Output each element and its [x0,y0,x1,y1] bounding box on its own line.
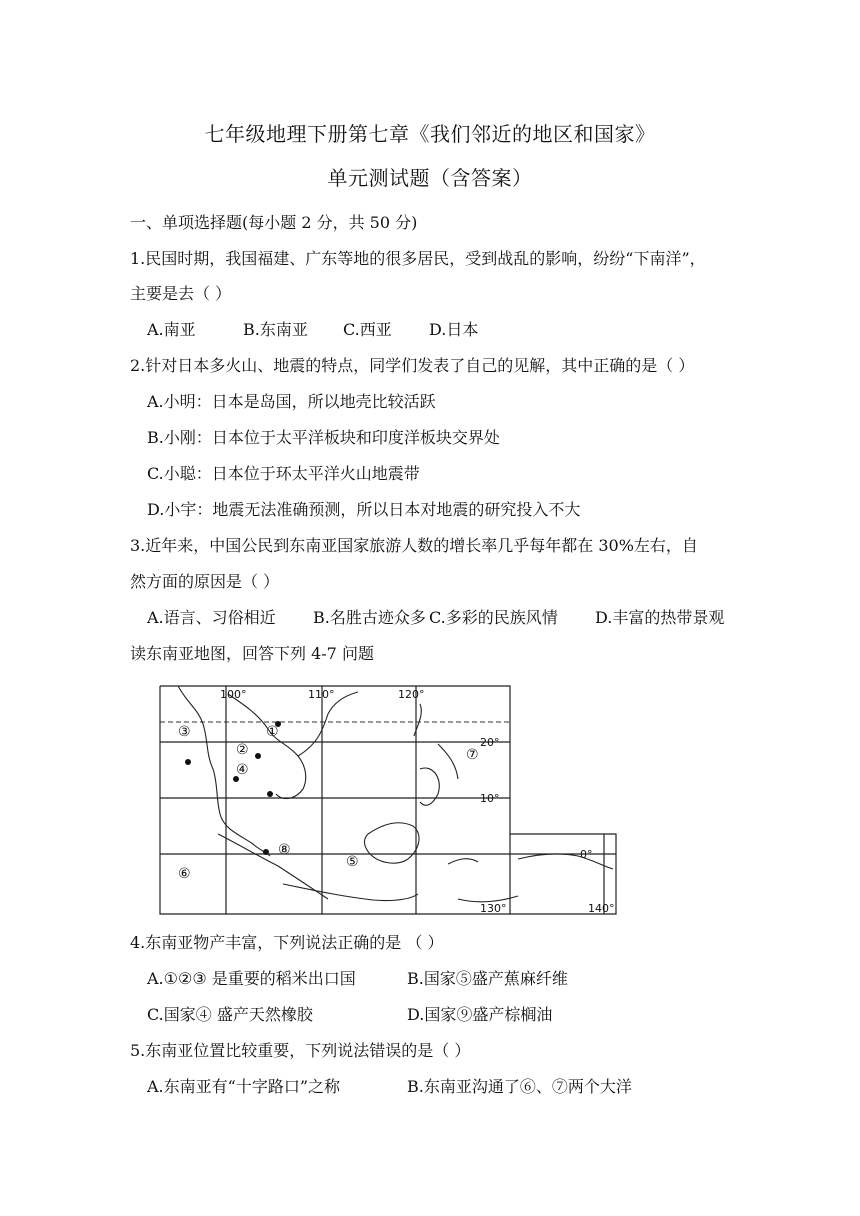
question-3-stem-line2: 然方面的原因是（ ） [130,572,280,591]
question-5-options [147,1074,632,1097]
lon-label-140: 140° [588,902,615,915]
map-marker-6: ⑥ [178,866,191,882]
lon-label-130: 130° [480,902,507,915]
lat-label-10: 10° [480,792,500,805]
map-marker-8: ⑧ [278,842,291,858]
question-4-options-row1 [147,966,568,989]
q2-option-c: C.小聪：日本位于环太平洋火山地震带 [147,464,420,483]
q1-option-b: B.东南亚 [243,320,308,339]
question-5-stem: 5.东南亚位置比较重要，下列说法错误的是（ ） [130,1041,471,1060]
map-marker-1: ① [266,724,279,740]
q1-option-a: A.南亚 [147,320,196,339]
lon-label-120: 120° [398,688,425,701]
map-marker-4: ④ [236,762,249,778]
question-1-stem-line2: 主要是去（ ） [130,284,232,303]
southeast-asia-map [158,684,618,916]
q2-option-d: D.小宇：地震无法准确预测，所以日本对地震的研究投入不大 [147,500,581,519]
question-4-options-row2 [147,1002,552,1025]
lon-label-110: 110° [308,688,335,701]
question-3-stem-line1: 3.近年来，中国公民到东南亚国家旅游人数的增长率几乎每年都在 30%左右，自 [130,536,698,555]
question-3-options [147,605,724,628]
q2-option-b: B.小刚：日本位于太平洋板块和印度洋板块交界处 [147,428,500,447]
q5-option-b: B.东南亚沟通了⑥、⑦两个大洋 [407,1077,632,1096]
question-1-stem-line1: 1.民国时期，我国福建、广东等地的很多居民，受到战乱的影响，纷纷“下南洋”， [130,249,706,268]
map-marker-7: ⑦ [466,747,479,763]
question-4-stem: 4.东南亚物产丰富，下列说法正确的是 （ ） [130,933,444,952]
q4-option-c: C.国家④ 盛产天然橡胶 [147,1005,313,1024]
document-subtitle: 单元测试题（含答案） [327,166,533,190]
section-heading: 一、单项选择题(每小题 2 分，共 50 分) [130,213,418,232]
q5-option-a: A.东南亚有“十字路口”之称 [147,1077,341,1096]
q3-option-d: D.丰富的热带景观 [595,608,725,627]
map-marker-3: ③ [178,724,191,740]
q2-option-a: A.小明：日本是岛国，所以地壳比较活跃 [147,392,436,411]
map-intro: 读东南亚地图，回答下列 4-7 问题 [130,644,374,663]
question-2-stem: 2.针对日本多火山、地震的特点，同学们发表了自己的见解，其中正确的是（ ） [130,356,695,375]
q1-option-c: C.西亚 [343,320,392,339]
map-marker-2: ② [236,742,249,758]
lat-label-20: 20° [480,736,500,749]
q3-option-c: C.多彩的民族风情 [429,608,558,627]
q1-option-d: D.日本 [429,320,479,339]
lat-label-0: 0° [580,848,593,861]
question-1-options [147,317,478,340]
q4-option-b: B.国家⑤盛产蕉麻纤维 [407,969,568,988]
lon-label-100: 100° [220,688,247,701]
q4-option-a: A.①②③ 是重要的稻米出口国 [147,969,356,988]
map-marker-5: ⑤ [346,854,359,870]
q3-option-b: B.名胜古迹众多 [313,608,426,627]
q3-option-a: A.语言、习俗相近 [147,608,276,627]
document-title: 七年级地理下册第七章《我们邻近的地区和国家》 [204,122,656,146]
q4-option-d: D.国家⑨盛产棕榈油 [407,1005,553,1024]
